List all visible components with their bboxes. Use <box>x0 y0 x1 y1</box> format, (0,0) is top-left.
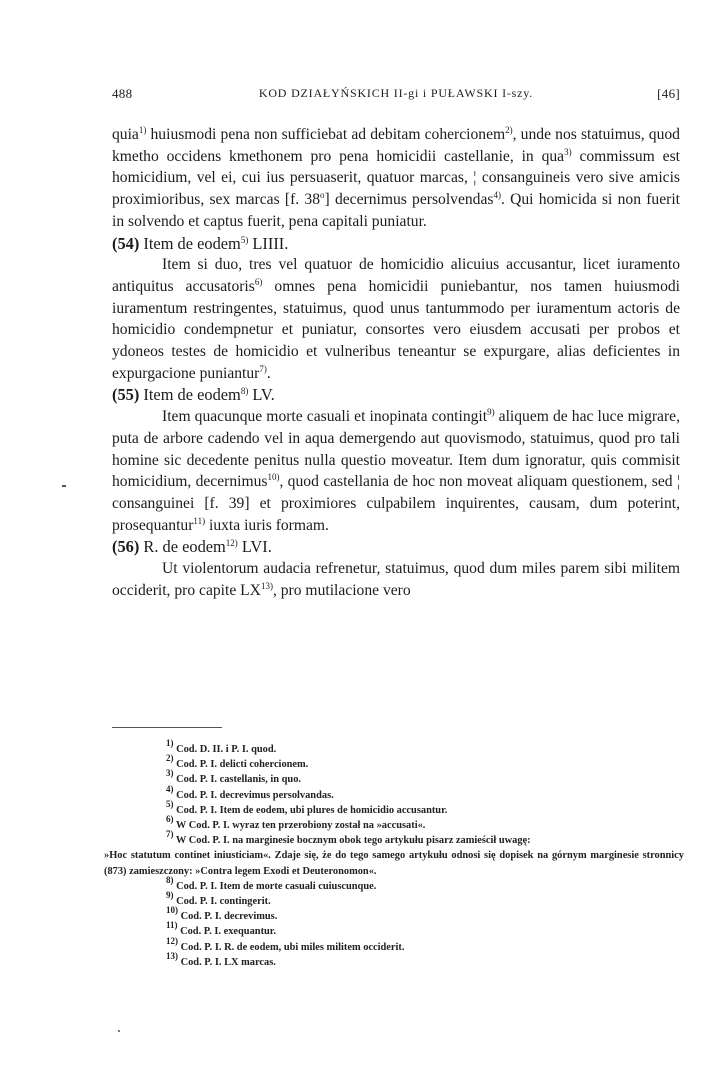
footnote: $^{6)}$ W Cod. P. I. wyraz ten przerobiony został na »accusati«. <box>166 814 426 832</box>
footnote: $^{12)}$ Cod. P. I. R. de eodem, ubi miles militem occiderit. <box>166 935 405 953</box>
footnotes <box>104 738 684 970</box>
article-heading-55: (55) Item de eodem$^{8)}$ LV. <box>112 385 275 405</box>
footnote: $^{5)}$ Cod. P. I. Item de eodem, ubi plures de homicidio accusantur. <box>166 798 448 816</box>
paragraph-1: quia$^{1)}$ huiusmodi pena non sufficiebat ad debitam cohercionem$^{2)}$, unde nos statuimus, quod kmetho occidens kmethonem pro pena homicidii castellanie, in qua$^{3)}$ commissum est homicidium, vel ei, cui ius persuaserit, quatuor marcas, ¦ consanguineis vero sive amicis proximioribus, sex marcas [f. 38$^o$] decernimus persolvendas$^{4)}$. Qui homicida si non fuerit in solvendo et captus fuerit, pena capitali puniatur. <box>112 125 680 230</box>
print-speck <box>118 1030 120 1032</box>
footnote: $^{4)}$ Cod. P. I. decrevimus persolvandas. <box>166 783 334 801</box>
footnote: $^{13)}$ Cod. P. I. LX marcas. <box>166 950 276 968</box>
paragraph-2: Item si duo, tres vel quatuor de homicidio alicuius accusantur, licet iuramento antiquitus accusatoris$^{6)}$ omnes pena homicidii puniebantur, nos tamen huiusmodi iuramentum restringentes, statuimus, quod unus tantummodo per iuramentum actoris de homicidio condempnetur et puniatur, consortes vero eiusdem accusati per probos et ydoneos testes de homicidio et vulneribus teneantur se expurgare, alias deficientes in expurgacione puniantur$^{7)}$. <box>112 256 680 382</box>
folio-reference: [46] <box>657 86 680 101</box>
footnote-continuation: »Hoc statutum continet iniusticiam«. Zdaje się, że do tego samego artykułu odnosi się dopisek na górnym marginesie stronnicy (873) zamieszczony: »Contra legem Exodi et Deuteronomon«. <box>104 850 684 877</box>
footnote: $^{1)}$ Cod. D. II. i P. I. quod. <box>166 738 277 755</box>
main-text <box>112 124 680 601</box>
running-title: KOD DZIAŁYŃSKICH II-gi i PUŁAWSKI I-szy. <box>258 86 534 100</box>
article-heading-56: (56) R. de eodem$^{12)}$ LVI. <box>112 537 272 557</box>
footnote: $^{11)}$ Cod. P. I. exequantur. <box>166 920 277 938</box>
margin-mark <box>62 485 66 487</box>
footnote: $^{8)}$ Cod. P. I. Item de morte casuali cuiuscunque. <box>166 874 377 892</box>
footnote: $^{3)}$ Cod. P. I. castellanis, in quo. <box>166 768 302 786</box>
page-number: 488 <box>112 86 133 101</box>
running-header <box>112 86 680 108</box>
footnote: $^{9)}$ Cod. P. I. contingerit. <box>166 890 271 908</box>
footnote: $^{2)}$ Cod. P. I. delicti cohercionem. <box>166 753 309 771</box>
footnote-rule <box>112 727 222 728</box>
paragraph-3: Item quacunque morte casuali et inopinata contingit$^{9)}$ aliquem de hac luce migrare, puta de arbore cadendo vel in aqua demergendo aut quovismodo, statuimus, quod pro tali homine sic decedente penitus nulla questio moveatur. Item dum ignoratur, quis commisit homicidium, decernimus$^{10)}$, quod castellania de hoc non moveat aliquam questionem, sed ¦ consanguinei [f. 39] et proximiores culpabilem inquirentes, causam, dum poterint, prosequantur$^{11)}$ iuxta iuris formam. <box>112 407 680 534</box>
article-heading-54: (54) Item de eodem$^{5)}$ LIIII. <box>112 233 289 253</box>
paragraph-4: Ut violentorum audacia refrenetur, statuimus, quod dum miles parem sibi militem occiderit, pro capite LX$^{13)}$, pro mutilacione vero <box>112 560 680 599</box>
footnote: $^{7)}$ W Cod. P. I. na marginesie bocznym obok tego artykułu pisarz zamieścił uwagę: <box>166 829 531 847</box>
footnote: $^{10)}$ Cod. P. I. decrevimus. <box>166 905 278 923</box>
